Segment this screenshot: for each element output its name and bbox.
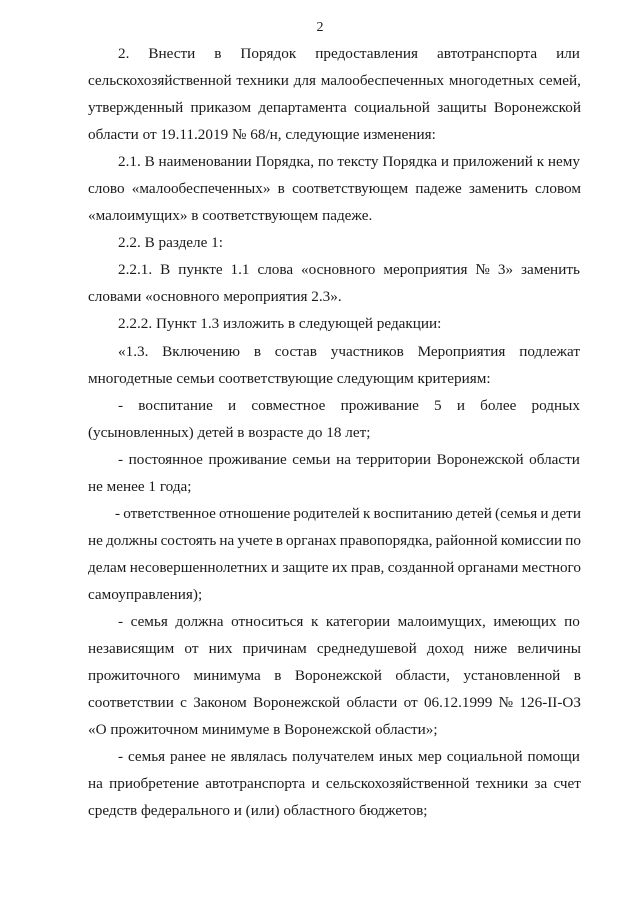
word: для <box>293 72 316 89</box>
text-line <box>118 45 580 63</box>
text-line: (усыновленных) детей в возрасте до 18 лет; <box>88 424 371 441</box>
word: родителей <box>293 505 360 522</box>
word: семья <box>130 613 168 630</box>
text-line <box>115 505 581 523</box>
text-line <box>118 343 580 361</box>
text-line <box>88 667 581 685</box>
word: Воронежской <box>253 694 341 711</box>
word: № <box>498 694 514 711</box>
text-line <box>88 99 581 117</box>
word: прожиточного <box>88 667 180 684</box>
word: Воронежской <box>436 451 524 468</box>
text-line: 2.2. В разделе 1: <box>118 234 223 251</box>
word: помощи <box>527 748 580 765</box>
word: социальной <box>446 748 523 765</box>
word: Порядка, <box>255 153 315 170</box>
word: и <box>440 153 450 170</box>
word: органами <box>457 559 519 576</box>
text-line: «малоимущих» в соответствующем падеже. <box>88 207 373 224</box>
word: падеже <box>415 180 462 197</box>
word: категории <box>325 613 391 630</box>
word: их <box>331 559 348 576</box>
word: предоставления <box>315 45 419 62</box>
text-line <box>88 559 581 577</box>
word: от <box>403 694 418 711</box>
word: в <box>573 667 581 684</box>
word: слова <box>257 261 294 278</box>
word: пункте <box>178 261 223 278</box>
word: состоять <box>160 532 217 549</box>
word: - <box>118 451 124 468</box>
word: должна <box>175 613 224 630</box>
word: имеющих <box>493 613 557 630</box>
word: не <box>88 532 103 549</box>
word: счет <box>553 775 581 792</box>
word: (семья <box>495 505 538 522</box>
word: Воронежской <box>294 667 382 684</box>
word: и <box>271 559 280 576</box>
text-line <box>88 180 581 198</box>
word: 1.1 <box>230 261 250 278</box>
word: соответствии <box>88 694 174 711</box>
text-line <box>88 72 581 90</box>
word: или <box>556 45 580 62</box>
word: области, <box>395 667 450 684</box>
text-line: «О прожиточном минимуме в Воронежской области»; <box>88 721 438 738</box>
word: ниже <box>473 640 508 657</box>
word: автотранспорта <box>437 45 538 62</box>
word: территории <box>356 451 432 468</box>
word: малообеспеченных <box>320 72 445 89</box>
word: на <box>219 532 235 549</box>
word: сельскохозяйственной <box>325 775 470 792</box>
word: доход <box>426 640 464 657</box>
word: районной <box>435 532 498 549</box>
text-line <box>88 532 581 550</box>
word: Порядка <box>382 153 438 170</box>
word: проживание <box>340 397 419 414</box>
word: «1.3. <box>118 343 149 360</box>
word: области <box>529 451 580 468</box>
word: и <box>540 505 549 522</box>
word: по <box>564 613 580 630</box>
word: совместное <box>251 397 326 414</box>
word: малоимущих, <box>397 613 486 630</box>
word: являлась <box>230 748 288 765</box>
text-line: многодетные семьи соответствующие следующим критериям: <box>88 370 491 387</box>
word: родных <box>531 397 580 414</box>
word: словом <box>535 180 581 197</box>
word: соответствующем <box>292 180 409 197</box>
text-line: словами «основного мероприятия 2.3». <box>88 288 342 305</box>
word: в <box>277 180 285 197</box>
word: них <box>208 640 233 657</box>
word: - <box>118 397 124 414</box>
word: приказом <box>190 99 252 116</box>
word: Порядок <box>240 45 297 62</box>
text-line: средств федерального и (или) областного бюджетов; <box>88 802 428 819</box>
word: многодетных <box>448 72 535 89</box>
word: 5 <box>434 397 442 414</box>
word: по <box>565 532 581 549</box>
word: - <box>118 748 124 765</box>
word: в <box>274 667 282 684</box>
word: среднедушевой <box>316 640 417 657</box>
word: 2. <box>118 45 130 62</box>
text-line <box>118 613 580 631</box>
word: ранее <box>170 748 206 765</box>
text-line <box>118 261 580 279</box>
word: тексту <box>337 153 379 170</box>
word: от <box>184 640 199 657</box>
word: заменить <box>468 180 528 197</box>
word: Включению <box>162 343 241 360</box>
word: проживание <box>208 451 287 468</box>
word: на <box>336 451 351 468</box>
word: утвержденный <box>88 99 184 116</box>
word: и <box>456 397 465 414</box>
word: по <box>317 153 334 170</box>
word: отношение <box>219 505 291 522</box>
word: нему <box>547 153 580 170</box>
word: области <box>346 694 398 711</box>
word: причинам <box>242 640 307 657</box>
word: состав <box>274 343 317 360</box>
word: ответственное <box>123 505 216 522</box>
word: не <box>210 748 226 765</box>
text-line <box>118 451 580 469</box>
word: «основного <box>301 261 376 278</box>
word: семьи <box>292 451 331 468</box>
word: мер <box>417 748 442 765</box>
word: 2.2.1. <box>118 261 153 278</box>
word: относиться <box>231 613 304 630</box>
word: местного <box>521 559 581 576</box>
word: получателем <box>292 748 375 765</box>
word: более <box>480 397 517 414</box>
word: техники <box>236 72 289 89</box>
word: за <box>534 775 548 792</box>
word: в <box>214 45 222 62</box>
word: к <box>362 505 371 522</box>
word: техники <box>475 775 529 792</box>
word: установленной <box>463 667 561 684</box>
text-line: не менее 1 года; <box>88 478 192 495</box>
word: наименовании <box>158 153 252 170</box>
word: 126-II-ОЗ <box>519 694 581 711</box>
word: воспитанию <box>373 505 453 522</box>
word: 3» <box>497 261 514 278</box>
word: в <box>253 343 261 360</box>
word: и <box>228 397 237 414</box>
word: департамента <box>258 99 347 116</box>
word: иных <box>378 748 414 765</box>
word: и <box>311 775 320 792</box>
text-line <box>118 748 580 766</box>
word: Внести <box>148 45 196 62</box>
word: несовершеннолетних <box>129 559 268 576</box>
word: минимума <box>193 667 261 684</box>
word: 2.1. <box>118 153 141 170</box>
word: с <box>180 694 187 711</box>
word: независящим <box>88 640 175 657</box>
word: правопорядка, <box>339 532 433 549</box>
word: мероприятия <box>383 261 468 278</box>
word: Воронежской <box>493 99 581 116</box>
text-line: 2.2.2. Пункт 1.3 изложить в следующей редакции: <box>118 315 442 332</box>
word: Мероприятия <box>417 343 506 360</box>
word: сельскохозяйственной <box>88 72 232 89</box>
word: комиссии <box>500 532 563 549</box>
word: в <box>275 532 283 549</box>
word: автотранспорта <box>205 775 306 792</box>
text-line <box>88 694 581 712</box>
word: делам <box>88 559 127 576</box>
word: социальной <box>354 99 430 116</box>
word: участников <box>330 343 404 360</box>
word: подлежат <box>519 343 580 360</box>
word: постоянное <box>128 451 203 468</box>
word: прав, <box>350 559 385 576</box>
word: детей <box>455 505 492 522</box>
word: созданной <box>387 559 455 576</box>
word: воспитание <box>138 397 213 414</box>
word: должны <box>105 532 158 549</box>
word: Законом <box>193 694 247 711</box>
word: к <box>536 153 545 170</box>
word: № <box>475 261 490 278</box>
word: - <box>118 613 124 630</box>
text-line <box>118 397 580 415</box>
word: семья <box>127 748 166 765</box>
word: слово <box>88 180 125 197</box>
word: - <box>115 505 121 522</box>
word: «малообеспеченных» <box>131 180 271 197</box>
word: 06.12.1999 <box>423 694 493 711</box>
word: на <box>88 775 103 792</box>
word: семей, <box>539 72 581 89</box>
word: к <box>310 613 319 630</box>
text-line <box>118 153 580 171</box>
word: В <box>160 261 171 278</box>
word: заменить <box>520 261 580 278</box>
page-number: 2 <box>316 20 324 35</box>
text-line: самоуправления); <box>88 586 203 603</box>
word: учете <box>237 532 273 549</box>
word: органах <box>286 532 337 549</box>
word: приложений <box>452 153 533 170</box>
word: В <box>144 153 155 170</box>
word: дети <box>551 505 581 522</box>
text-line: области от 19.11.2019 № 68/н, следующие изменения: <box>88 126 436 143</box>
word: защите <box>282 559 329 576</box>
word: приобретение <box>109 775 199 792</box>
word: защиты <box>437 99 487 116</box>
text-line <box>88 640 581 658</box>
word: величины <box>517 640 581 657</box>
text-line <box>88 775 581 793</box>
